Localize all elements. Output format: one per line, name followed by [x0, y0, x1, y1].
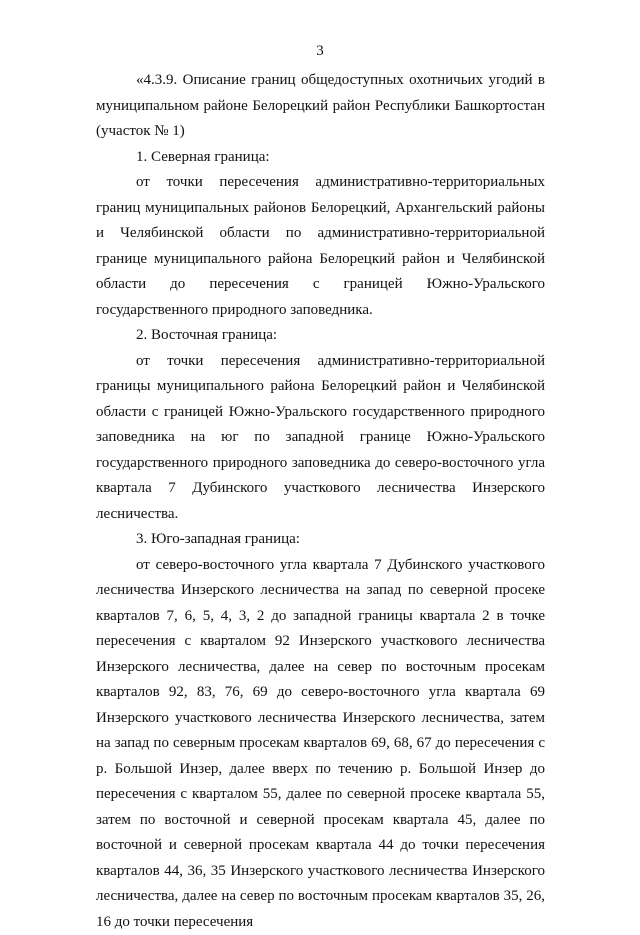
east-border-text: от точки пересечения административно-территориальной границы муниципального района Белорецкий район и Челябинской области с границей Южно-Уральского государственного природного заповедника на юг по западной границе Южно-Уральского государственного природного заповедника до северо-восточного угла квартала 7 Дубинского участкового лесничества Инзерского лесничества.	[96, 349, 545, 528]
document-body	[96, 68, 545, 935]
north-border-heading: 1. Северная граница:	[96, 145, 545, 171]
southwest-border-text: от северо-восточного угла квартала 7 Дубинского участкового лесничества Инзерского лесничества на запад по северной просеке кварталов 7, 6, 5, 4, 3, 2 до западной границы квартала 2 в точке пересечения с кварталом 92 Инзерского участкового лесничества Инзерского лесничества, далее на север по восточным просекам кварталов 92, 83, 76, 69 до северо-восточного угла квартала 69 Инзерского участкового лесничества Инзерского лесничества, затем на запад по северным просекам кварталов 69, 68, 67 до пересечения с р. Большой Инзер, далее вверх по течению р. Большой Инзер до пересечения с кварталом 55, далее по северной просеке квартала 55, затем по восточной и северной просекам квартала 45, далее по восточной и северной просекам квартала 44 до точки пересечения кварталов 44, 36, 35 Инзерского участкового лесничества Инзерского лесничества, далее на север по восточным просекам кварталов 35, 26, 16 до точки пересечения	[96, 553, 545, 935]
east-border-heading: 2. Восточная граница:	[96, 323, 545, 349]
north-border-text: от точки пересечения административно-территориальных границ муниципальных районов Белорецкий, Архангельский районы и Челябинской области по административно-территориальной границе муниципального района Белорецкий район и Челябинской области до пересечения с границей Южно-Уральского государственного природного заповедника.	[96, 170, 545, 323]
page-number: 3	[0, 44, 640, 59]
section-heading: «4.3.9. Описание границ общедоступных охотничьих угодий в муниципальном районе Белорецкий район Республики Башкортостан (участок № 1)	[96, 68, 545, 145]
southwest-border-heading: 3. Юго-западная граница:	[96, 527, 545, 553]
